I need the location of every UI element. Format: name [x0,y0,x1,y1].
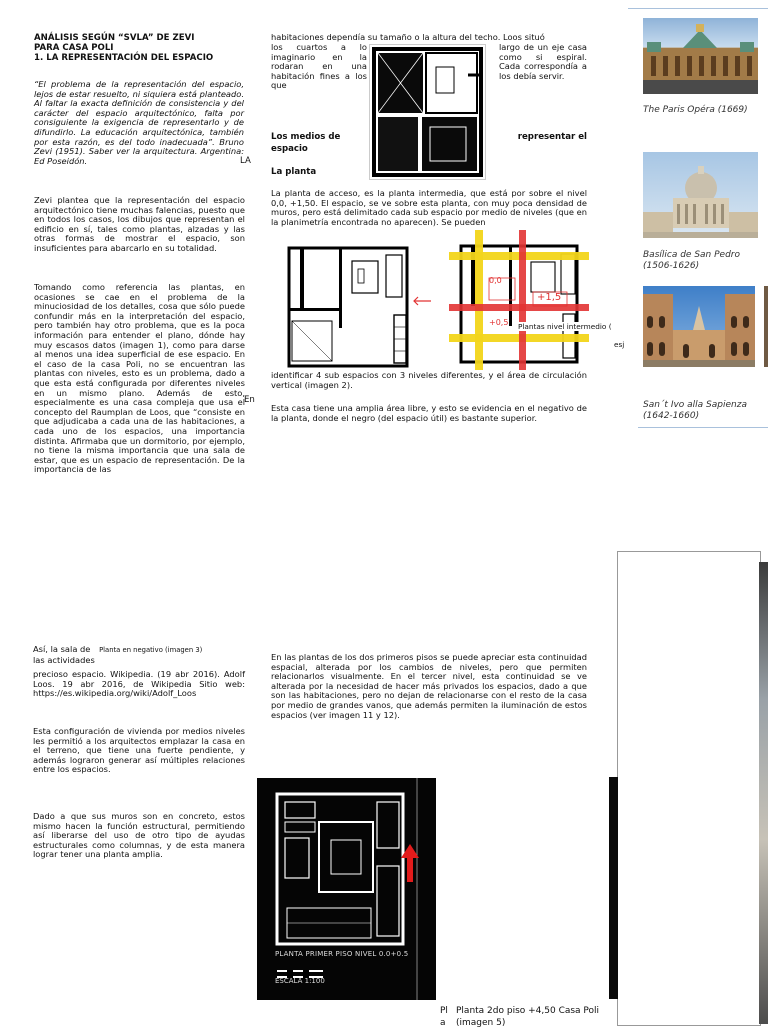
annotated-plan-image [449,230,589,370]
paragraph-area-libre: Esta casa tiene una amplia área libre, y esto se evidencia en el negativo de la planta, donde el negro (del espacio útil) es bastante superior. [271,403,587,423]
plan-title-text: PLANTA PRIMER PISO NIVEL 0.0+0.5 [275,950,409,958]
paragraph-plantas: Tomando como referencia las plantas, en ocasiones se cae en el problema de la minuciosidad de los detalles, cosa que sólo puede confundir más en la interpretación del espacio, pero también hay otro problema, que es la poca información para entender el plano, dónde hay muy escasos datos (imagen 1), como para darse al menos una idea superficial de ese espacio. En el caso de la casa Poli, no se encuentran las plantas con niveles, esto es un problema, dado a que esta está configurada por diferentes niveles en un mismo plano. Además de esto, especialmente es una casa compleja que usa el concepto del Raumplan de Loos, que “consiste en que adjudicaba a cada una de las habitaciones, a cada uno de los espacios, una importancia distinta. Afirmaba que un dormitorio, por ejemplo, no tiene la misma importancia que una sala de estar, que es un espacio de representación. De la importancia de las [34,282,245,475]
floor-plan-drawing [370,45,485,179]
paragraph-continuidad: En las plantas de los dos primeros pisos se puede apreciar esta continuidad espacial, alterada por los cambios de niveles, pero que permiten relacionarlos visualmente. En el tercer nivel, esta continuidad se ve alterada por la necesidad de hacer más privados los espacios, dado a que son las habitaciones, pero no dejan de relacionarse con el resto de la casa por medio de grandes vanos, que además permiten la iluminación de estos espacios (ver imagen 11 y 12). [271,652,587,720]
paragraph-configuracion: Esta configuración de vivienda por medios niveles les permitió a los arquitectos emplazar la casa en el terreno, que tiene una fuerte pendiente, y además lograron generar así múltiples relaciones entre los espacios. [33,726,245,775]
paragraph-loos-top: habitaciones dependía su tamaño o la altura del techo. Loos situó [271,32,545,42]
zevi-quote: “El problema de la representación del espacio, lejos de estar resuelto, ni siquiera está planteado. Al faltar la exacta definición de consistencia y del carácter del espacio arquitectónico, falta por consiguiente la exigencia de representarlo y de difundirlo. La educación arquitectónica, también por esta razón, es del todo inadecuada”. Bruno Zevi (1951). Saber ver la arquitectura. Argentina: Ed Poseidón. [34,79,244,166]
caption-left-fragment: Pl a [440,1006,448,1028]
first-floor-plan-image [257,778,436,1000]
san-pedro-image [643,152,758,238]
edge-image-sliver-2 [759,562,768,1024]
plan-scale-text: ESCALA 1:100 [275,977,325,985]
negative-plan-label: Planta en negativo (imagen 3) [99,646,203,654]
paris-opera-image [643,18,758,94]
subheading-planta: La planta [271,167,317,177]
caption-paris-opera: The Paris Opéra (1669) [643,105,748,115]
dark-plan-sliver [609,777,618,999]
paragraph-float-label: En [244,395,255,405]
plan-caption-label: Plantas nivel intermedio ( [518,322,612,331]
sidebar-divider [638,427,768,428]
paragraph-identify: identificar 4 sub espacios con 3 niveles diferentes, y el área de circulación vertical (imagen 2). [271,370,587,390]
paragraph-loos-wrap: los cuartos a lo imaginario en la rodaran en una habitación fines a los que largo de un eje casa como si espiral. Cada correspondía a los debía servir. [271,42,587,91]
caption-second-floor: Planta 2do piso +4,50 Casa Poli (imagen 5) [456,1006,600,1028]
section-heading-medios: Los medios de representar el espacio [271,132,587,154]
floor-plan-image-2 [286,245,410,369]
article-title [34,33,266,63]
title-line-1: ANÁLISIS SEGÚN “SVLA” DE ZEVI [34,33,195,43]
level-label-1: +1,5 [537,292,562,303]
sant-ivo-image [643,286,755,367]
edge-image-sliver-1 [764,286,768,367]
red-up-arrow-icon [401,844,419,882]
title-line-2: PARA CASA POLI [34,43,114,53]
paragraph-muros: Dado a que sus muros son en concreto, estos mismo hacen la función estructural, permitiendo así liberarse del uso de otro tipo de ayudas estructurales como columnas, y de esta manera lograr tener una planta amplia. [33,811,245,860]
red-arrow-icon [412,296,432,306]
plan-caption-label-2: esj [614,340,625,349]
level-label-2: +0,5 [489,318,509,327]
paragraph-zevi: Zevi plantea que la representación del espacio arquitectónico tiene muchas falencias, puesto que en todos los casos, los dibujos que representan el edificio en sí, tales como plantas, alzadas y las otras formas de mostrar el espacio, son insuficientes para abarcarlo en su totalidad. [34,195,245,253]
caption-sant-ivo: San´t Ivo alla Sapienza (1642-1660) [643,400,747,421]
floor-plan-image-1 [369,44,486,180]
wikipedia-reference: precioso espacio. Wikipedia. (19 abr 2016). Adolf Loos. 19 abr 2016, de Wikipedia Sitio web: https://es.wikipedia.org/wiki/Adolf_Loos [33,669,245,699]
intro-sala: Así, la sala de Planta en negativo (imagen 3) las actividades [33,644,203,665]
quote-float-label: LA [240,156,251,166]
caption-san-pedro: Basílica de San Pedro (1506-1626) [643,250,740,271]
title-line-3: 1. LA REPRESENTACIÓN DEL ESPACIO [34,53,214,63]
level-label-0: 0,0 [489,276,502,285]
lower-blank-panel [617,551,761,1026]
paragraph-planta-acceso: La planta de acceso, es la planta intermedia, que está por sobre el nivel 0,0, +1,50. El espacio, se ve sobre esta planta, con muy poca densidad de muros, pero está delimitado cada sub espacio por medio de niveles (que en la planimetría encontrada no aparecen). Se pueden [271,188,587,227]
